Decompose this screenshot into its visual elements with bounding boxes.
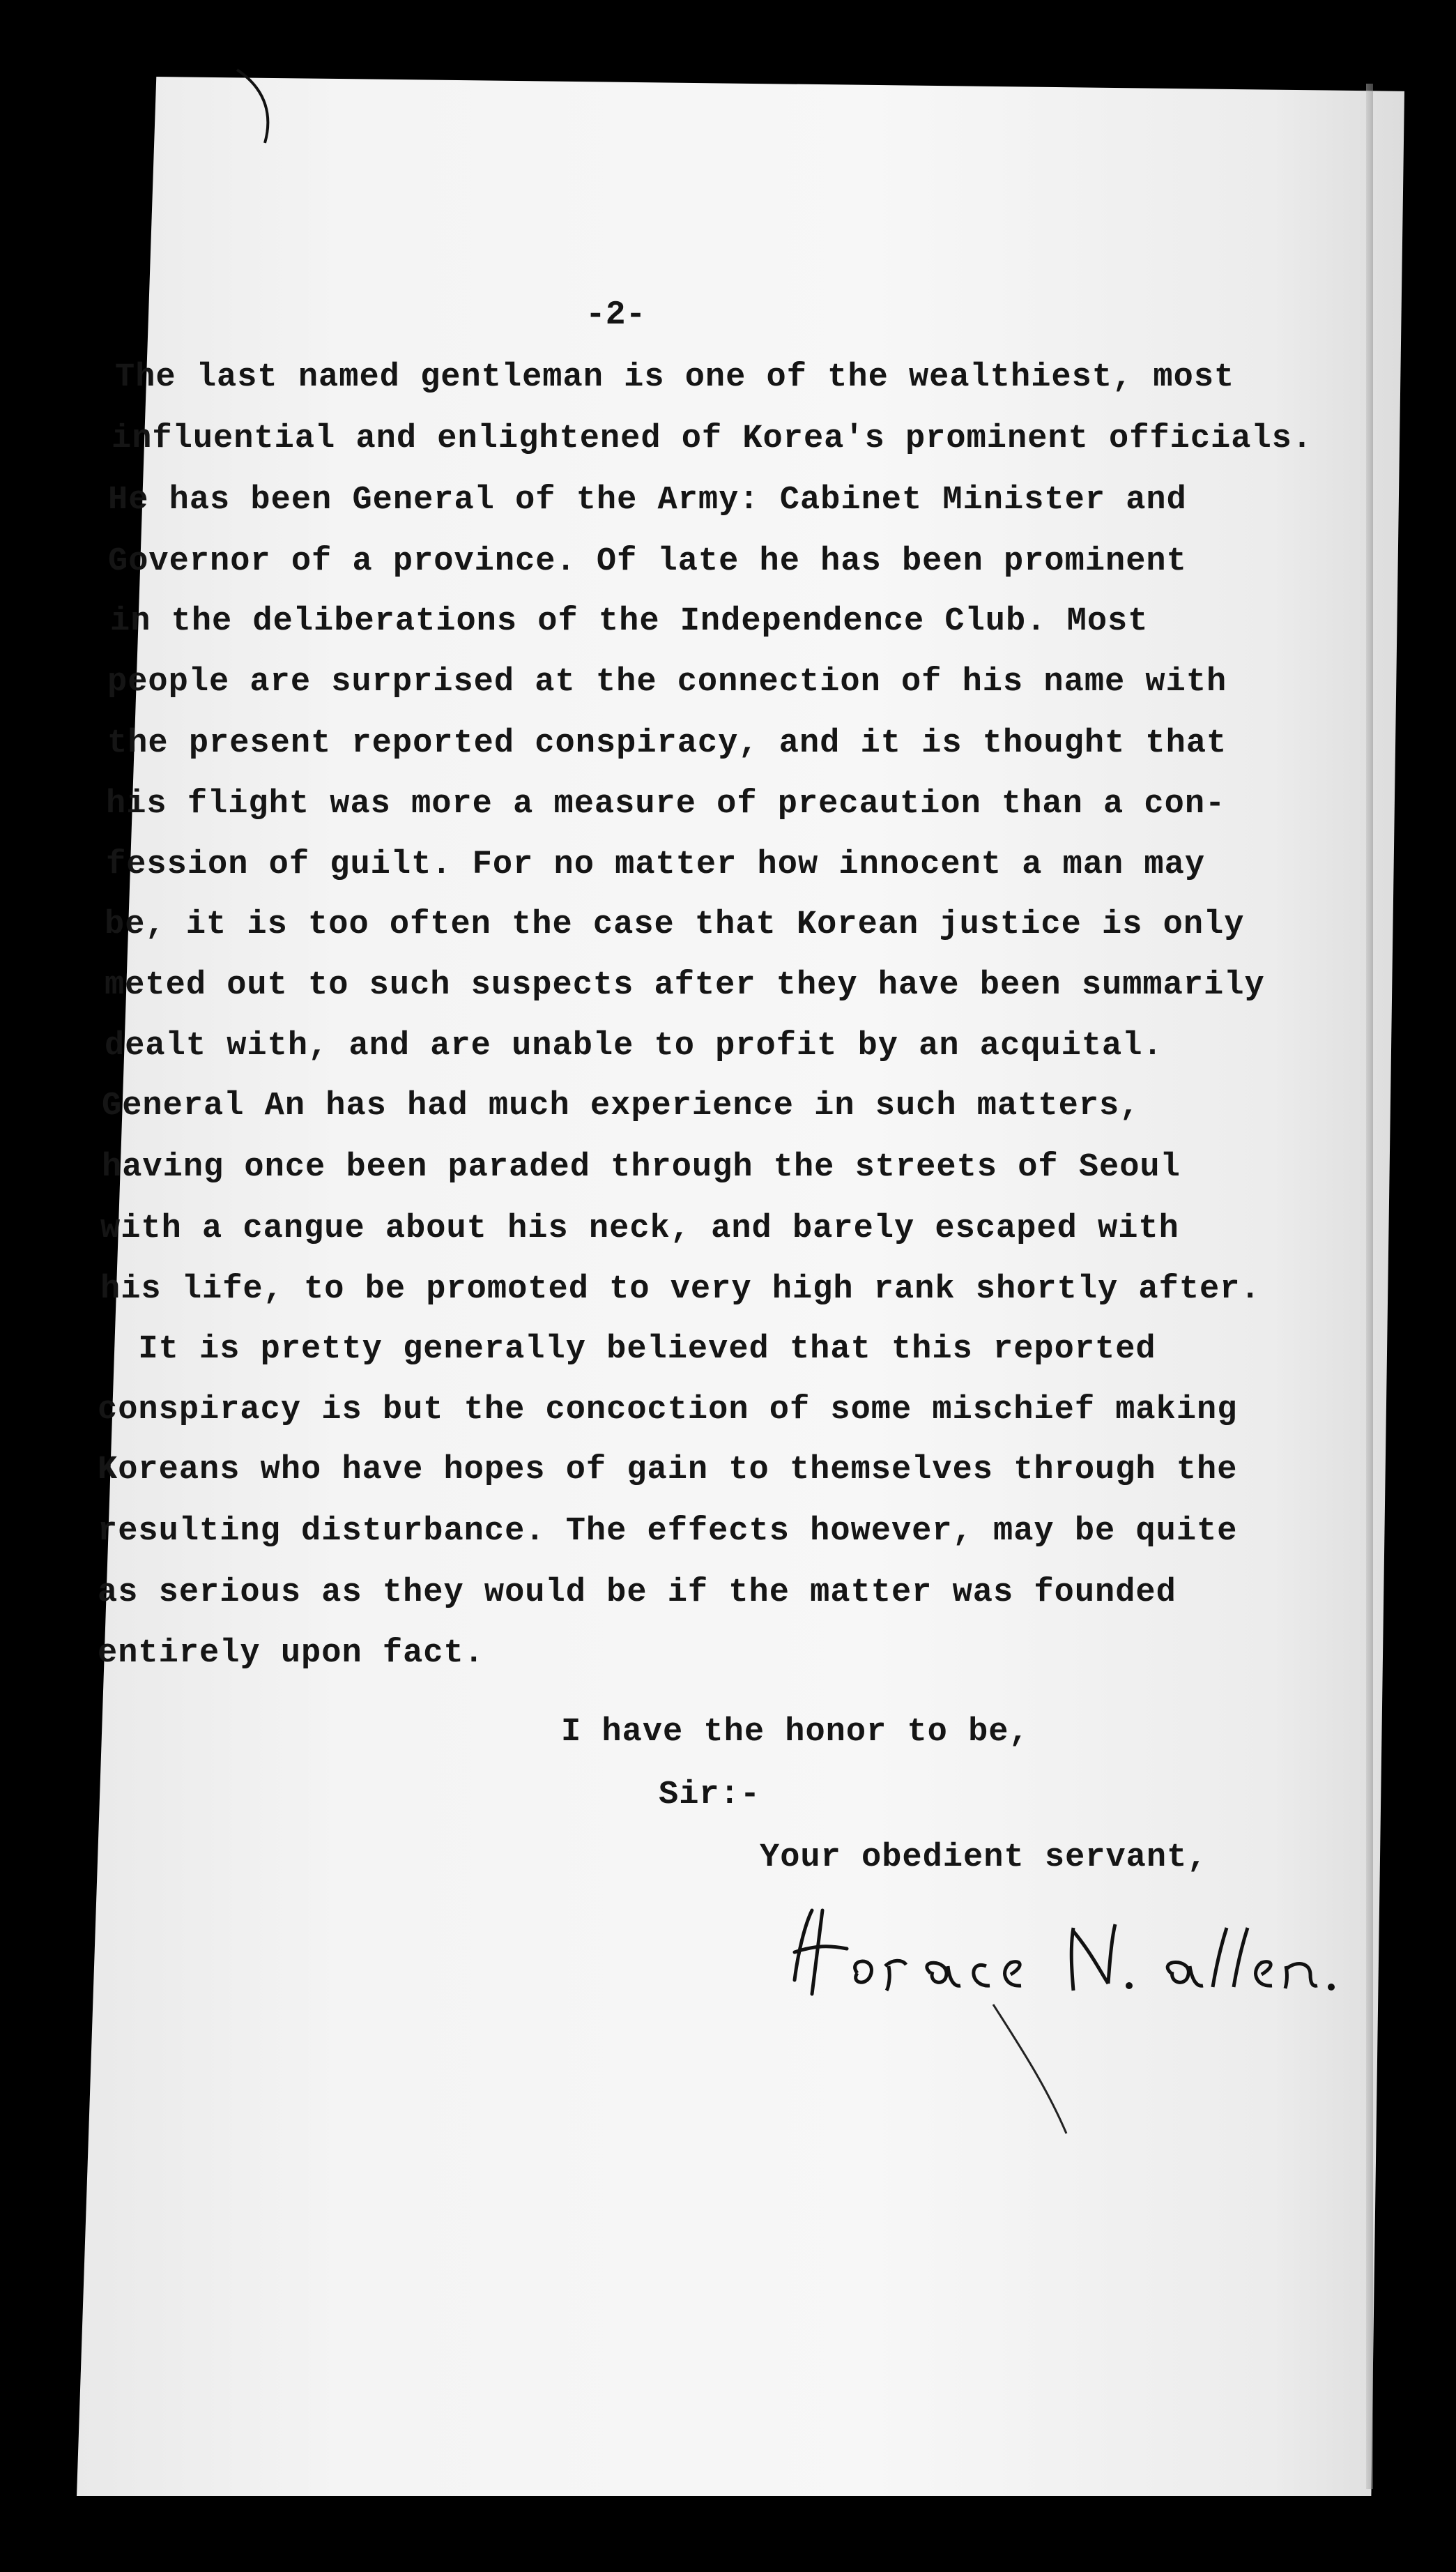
body-line: people are surprised at the connection of his name with xyxy=(107,664,1227,701)
body-line: as serious as they would be if the matter was founded xyxy=(98,1574,1177,1611)
body-line: fession of guilt. For no matter how innocent a man may xyxy=(106,846,1206,883)
body-line: his flight was more a measure of precaution than a con- xyxy=(106,786,1226,823)
body-line: resulting disturbance. The effects however, may be quite xyxy=(98,1513,1238,1550)
page-edge-shadow xyxy=(1366,84,1373,2489)
body-line: dealt with, and are unable to profit by an acquital. xyxy=(105,1028,1163,1065)
body-line: conspiracy is but the concoction of some mischief making xyxy=(98,1392,1238,1429)
body-line: with a cangue about his neck, and barely escaped with xyxy=(100,1210,1179,1247)
closing-line-salutation: Sir:- xyxy=(659,1776,761,1813)
body-line: He has been General of the Army: Cabinet Minister and xyxy=(108,482,1187,519)
body-line: meted out to such suspects after they have been summarily xyxy=(105,967,1265,1004)
stray-pen-mark xyxy=(990,2001,1073,2140)
body-line: having once been paraded through the streets of Seoul xyxy=(102,1149,1181,1186)
body-line: Governor of a province. Of late he has been prominent xyxy=(108,543,1187,580)
corner-pen-mark xyxy=(230,63,286,153)
body-line: in the deliberations of the Independence Club. Most xyxy=(110,603,1149,640)
body-line: entirely upon fact. xyxy=(98,1635,484,1672)
body-line: It is pretty generally believed that this reported xyxy=(98,1331,1156,1368)
body-line: the present reported conspiracy, and it is thought that xyxy=(107,725,1227,762)
closing-line-servant: Your obedient servant, xyxy=(760,1839,1208,1876)
body-line: be, it is too often the case that Korean justice is only xyxy=(105,906,1245,943)
body-line: The last named gentleman is one of the wealthiest, most xyxy=(115,359,1235,396)
body-line: Koreans who have hopes of gain to themselves through the xyxy=(98,1452,1238,1489)
page-number: -2- xyxy=(585,296,646,334)
body-line: influential and enlightened of Korea's prominent officials. xyxy=(112,420,1313,457)
closing-line-honor: I have the honor to be, xyxy=(561,1714,1029,1751)
handwritten-signature xyxy=(781,1896,1352,2015)
body-line: his life, to be promoted to very high rank shortly after. xyxy=(100,1271,1261,1308)
body-line: General An has had much experience in such matters, xyxy=(102,1088,1140,1125)
